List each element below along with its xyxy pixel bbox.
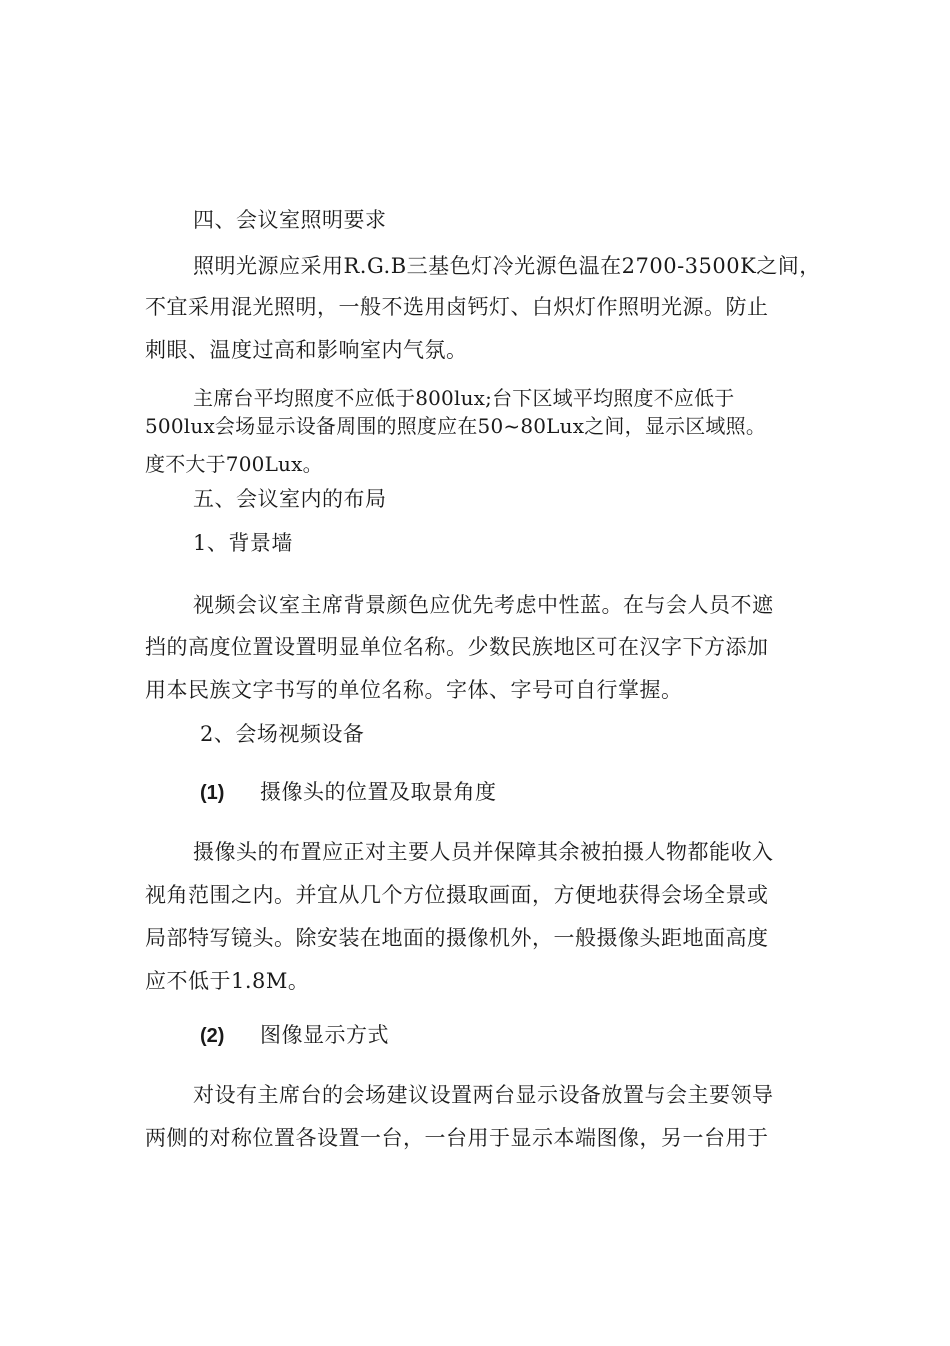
- paragraph-line: 摄像头的布置应正对主要人员并保障其余被拍摄人物都能收入: [193, 840, 774, 864]
- paragraph-line: 度不大于700Lux。: [145, 452, 323, 476]
- paragraph-line: 局部特写镜头。除安装在地面的摄像机外，一般摄像头距地面高度: [145, 926, 769, 950]
- sub-item-title: 摄像头的位置及取景角度: [260, 780, 497, 804]
- sub-item-title: 图像显示方式: [260, 1023, 389, 1047]
- subsection-heading-background-wall: 1、背景墙: [193, 531, 293, 555]
- sub-item-camera-heading: [200, 777, 497, 808]
- paragraph-line: 两侧的对称位置各设置一台，一台用于显示本端图像，另一台用于: [145, 1126, 769, 1150]
- paragraph-line: 刺眼、温度过高和影响室内气氛。: [145, 338, 468, 362]
- paragraph-line: 视频会议室主席背景颜色应优先考虑中性蓝。在与会人员不遮: [193, 593, 774, 617]
- sub-item-display-heading: [200, 1020, 389, 1051]
- subsection-heading-video-equipment: 2、会场视频设备: [200, 722, 365, 746]
- paragraph-line: 对设有主席台的会场建议设置两台显示设备放置与会主要领导: [193, 1083, 774, 1107]
- paragraph-line: 500lux会场显示设备周围的照度应在50~80Lux之间，显示区域照。: [145, 414, 767, 438]
- paragraph-line: 挡的高度位置设置明显单位名称。少数民族地区可在汉字下方添加: [145, 635, 769, 659]
- paragraph-line: 用本民族文字书写的单位名称。字体、字号可自行掌握。: [145, 678, 683, 702]
- paragraph-line: 照明光源应采用R.G.B三基色灯冷光源色温在2700-3500K之间，: [193, 254, 821, 278]
- sub-item-number: (2): [200, 1025, 225, 1047]
- sub-item-number: (1): [200, 782, 225, 804]
- paragraph-line: 不宜采用混光照明，一般不选用卤钙灯、白炽灯作照明光源。防止: [145, 295, 769, 319]
- paragraph-line: 应不低于1.8M。: [145, 969, 310, 993]
- paragraph-line: 主席台平均照度不应低于800lux;台下区域平均照度不应低于: [193, 386, 735, 410]
- section-heading-layout: 五、会议室内的布局: [193, 487, 387, 511]
- paragraph-line: 视角范围之内。并宜从几个方位摄取画面，方便地获得会场全景或: [145, 883, 769, 907]
- section-heading-lighting: 四、会议室照明要求: [193, 208, 387, 232]
